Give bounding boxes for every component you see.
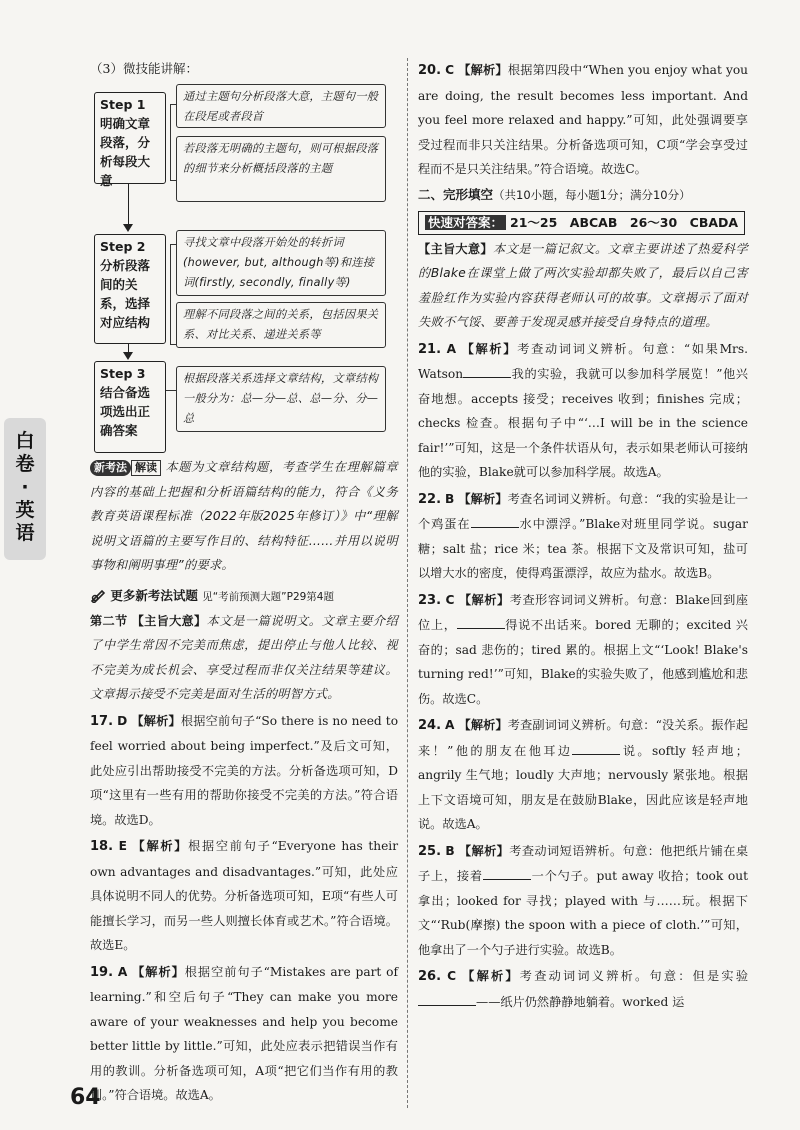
main-idea-text: 本文是一篇记叙文。文章主要讲述了热爱科学的Blake在课堂上做了两次实验却都失败了，最后以自己害羞脸红作为实验内容获得老师认可的故事。文章揭示了面对失败不气馁、要善于发现灵感并接受自身特点的道理。 [418,241,749,329]
item-19-text: 根据空前句子“Mistakes are part of learning.”和空后句子“They can make you more aware of your weaknesses and help you become better little by little.”可知，此处应表示把错误当作有用的教训。分析备选项可知，A项“把它们当作有用的教训。”符合语境。故选A。 [90,964,399,1102]
item-22-post: 水中漂浮。”Blake对班里同学说。sugar 糖；salt 盐；rice 米；tea 茶。根据下文及常识可知，盐可以增大水的密度，使得鸡蛋漂浮，故应为盐水。故选B。 [418,517,748,580]
item-17-answer: D [117,713,128,728]
main-idea-tag: 【主旨大意】 [418,241,493,256]
item-24-tag: 【解析】 [458,718,508,732]
step-2-label: Step 2 分析段落间的关系，选择对应结构 [100,239,151,330]
item-21-answer: A [446,341,457,356]
item-22-pre: 考查名词词义辨析。句意：“我的实验是让一个鸡蛋在 [418,491,749,531]
item-19-num: 19. [90,964,114,980]
part2-head: 第二节 [90,613,128,628]
item-19-answer: A [117,964,128,979]
item-17-tag: 【解析】 [131,713,181,728]
quick-answers [418,211,745,235]
item-24-blank [572,742,620,755]
section2-title: 二、完形填空 [418,186,494,202]
item-20-num: 20. [418,63,442,78]
item-23-pre: 考查形容词词义辨析。句意：Blake回到座位上， [418,592,749,632]
item-22-answer: B [445,491,455,506]
item-24-num: 24. [418,718,442,733]
new-exam-badge: 新考法 [90,460,131,476]
item-23-tag: 【解析】 [458,592,510,607]
step-3 [94,361,166,453]
side-tab-label: 白卷·英语 [15,430,35,544]
item-21-tag: 【解析】 [461,341,518,356]
item-18 [90,834,398,958]
item-17-text: 根据空前句子“So there is no need to feel worried about being imperfect.”及后文可知，此处应引出帮助接受不完美的方法。分析备选项可知，D项“这里有一些有用的帮助你接受不完美的方法。”符合语境。故选D。 [90,713,399,827]
step-1-note-1: 通过主题句分析段落大意，主题句一般在段尾或者段首 [176,84,386,128]
item-26-pre: 考查动词词义辨析。句意：但是实验 [519,969,749,983]
item-23-num: 23. [418,592,442,608]
item-25-pre: 考查动词短语辨析。句意：他把纸片铺在桌子上，接着 [418,843,749,883]
step-3-note-1: 根据段落关系选择文章结构，文章结构一般分为：总—分—总、总—分、分—总 [176,366,386,432]
item-21-num: 21. [418,341,442,357]
section3-title: （3）微技能讲解： [90,61,198,76]
item-26-num: 26. [418,969,442,984]
item-21 [418,337,748,485]
item-19 [90,960,398,1108]
item-26-post: ——纸片仍然静静地躺着。worked 运 [476,994,685,1009]
arrow-1-line [128,184,129,224]
item-22-num: 22. [418,491,442,507]
flow-diagram [90,84,398,438]
part2-tag: 【主旨大意】 [131,613,207,628]
item-20-answer: C [445,63,455,77]
item-25-num: 25. [418,843,442,859]
link-icon [90,589,106,603]
new-exam-block [90,455,398,578]
item-21-pre: 考查动词词义辨析。句意：“如果Mrs. Watson [418,341,749,381]
item-21-post: 我的实验，我就可以参加科学展览！”他兴奋地想。accepts 接受；receives 收到；finishes 完成；checks 检查。根据句子中“‘…I will be in the science fair!’”可知，这是一个条件状语从句，表示如果老师认可接纳他的实验，Blake就可以参加科学展。故选A。 [418,367,748,479]
right-column [418,58,748,1014]
more-exam-link[interactable] [90,584,398,609]
step-2-note-2: 理解不同段落之间的关系，包括因果关系、对比关系、递进关系等 [176,302,386,348]
arrow-1-head [123,224,133,232]
step-3-link [166,390,176,391]
item-25 [418,839,748,963]
item-18-answer: E [118,839,127,853]
part2-text: 本文是一篇说明文。文章主要介绍了中学生常因不完美而焦虑，提出停止与他人比较、视不完美为成长机会、享受过程而非仅关注结果等建议。文章揭示接受不完美是面对生活的明智方式。 [90,613,398,701]
step-2 [94,234,166,344]
item-25-blank [483,867,531,880]
quick-answers-label: 快速对答案： [425,215,506,230]
item-20 [418,58,748,182]
side-tab [4,418,46,560]
step-3-label: Step 3 结合备选项选出正确答案 [100,366,151,438]
section2-info: （共10小题，每小题1分；满分10分） [493,187,691,202]
item-21-blank [463,365,511,378]
item-23 [418,588,748,712]
item-24-post: 说。softly 轻声地；angrily 生气地；loudly 大声地；nervously 紧张地。根据上下文语境可知，朋友是在鼓励Blake，因此应该是轻声地说。故选A。 [418,743,748,831]
item-17-num: 17. [90,713,114,729]
more-exam-title: 更多新考法试题 [110,587,198,603]
item-23-post: 得说不出话来。bored 无聊的；excited 兴奋的；sad 悲伤的；tired 累的。根据上文“‘Look! Blake's turning red!’”可知，Blake的实验失败了，他感到尴尬和悲伤。故选C。 [418,618,748,706]
left-column [90,58,398,1108]
quick-answers-values: 21～25 ABCAB 26～30 CBADA [510,214,739,230]
item-18-num: 18. [90,839,114,854]
item-26 [418,964,748,1014]
part2-block [90,609,398,707]
column-divider [407,58,408,1108]
item-19-tag: 【解析】 [132,964,185,979]
item-23-answer: C [445,592,455,607]
step-1-label: Step 1 明确文章段落，分析每段大意 [100,97,151,188]
main-idea [418,237,748,335]
item-24 [418,713,748,837]
item-17 [90,709,398,833]
new-exam-text: 本题为文章结构题，考查学生在理解篇章内容的基础上把握和分析语篇结构的能力，符合《义务教育英语课程标准（2022年版2025年修订）》中“理解说明文语篇的主要写作目的、结构特征……并用以说明事物和阐明事理”的要求。 [90,460,398,572]
item-22-tag: 【解析】 [458,491,508,506]
item-18-text: 根据空前句子“Everyone has their own advantages and disadvantages.”可知，此处应具体说明不同人的优势。分析备选项可知，E项“有些人可能擅长学习，而另一些人则擅长体育或艺术。”符合语境。故选E。 [90,839,399,952]
item-18-tag: 【解析】 [132,839,189,853]
more-exam-sub: 见“考前预测大题”P29第4题 [202,590,334,603]
item-22-blank [471,515,519,528]
item-23-blank [457,616,505,629]
page-number: 64 [70,1085,101,1110]
item-26-blank [418,993,476,1006]
step-1-note-2: 若段落无明确的主题句，则可根据段落的细节来分析概括段落的主题 [176,136,386,202]
item-26-answer: C [447,969,457,983]
step-2-note-1: 寻找文章中段落开始处的转折词(however, but, although等)和连接词(firstly, secondly, finally等) [176,230,386,296]
item-25-tag: 【解析】 [458,843,510,858]
item-22 [418,487,748,586]
step-1 [94,92,166,188]
section2-heading [418,182,748,208]
item-20-tag: 【解析】 [458,63,508,77]
item-24-answer: A [445,718,455,732]
new-exam-badge-2: 解读 [131,460,161,476]
item-20-text: 根据第四段中“When you enjoy what you are doing, the result becomes less important. And you feel more relaxed and happy.”可知，此处强调要享受过程而非只关注结果。分析备选项可知，C项“学会享受过程而不是只关注结果。”符合语境。故选C。 [418,63,749,176]
item-25-answer: B [445,843,455,858]
item-25-post: 一个勺子。put away 收拾；took out 拿出；looked for 寻找；played with 与……玩。根据下文“‘Rub(摩擦) the spoon with a piece of cloth.’”可知，他拿出了一个勺子进行实验。故选B。 [418,869,748,957]
arrow-2-head [123,352,133,360]
item-26-tag: 【解析】 [462,969,520,983]
item-24-pre: 考查副词词义辨析。句意：“没关系。振作起来！”他的朋友在他耳边 [418,718,749,758]
